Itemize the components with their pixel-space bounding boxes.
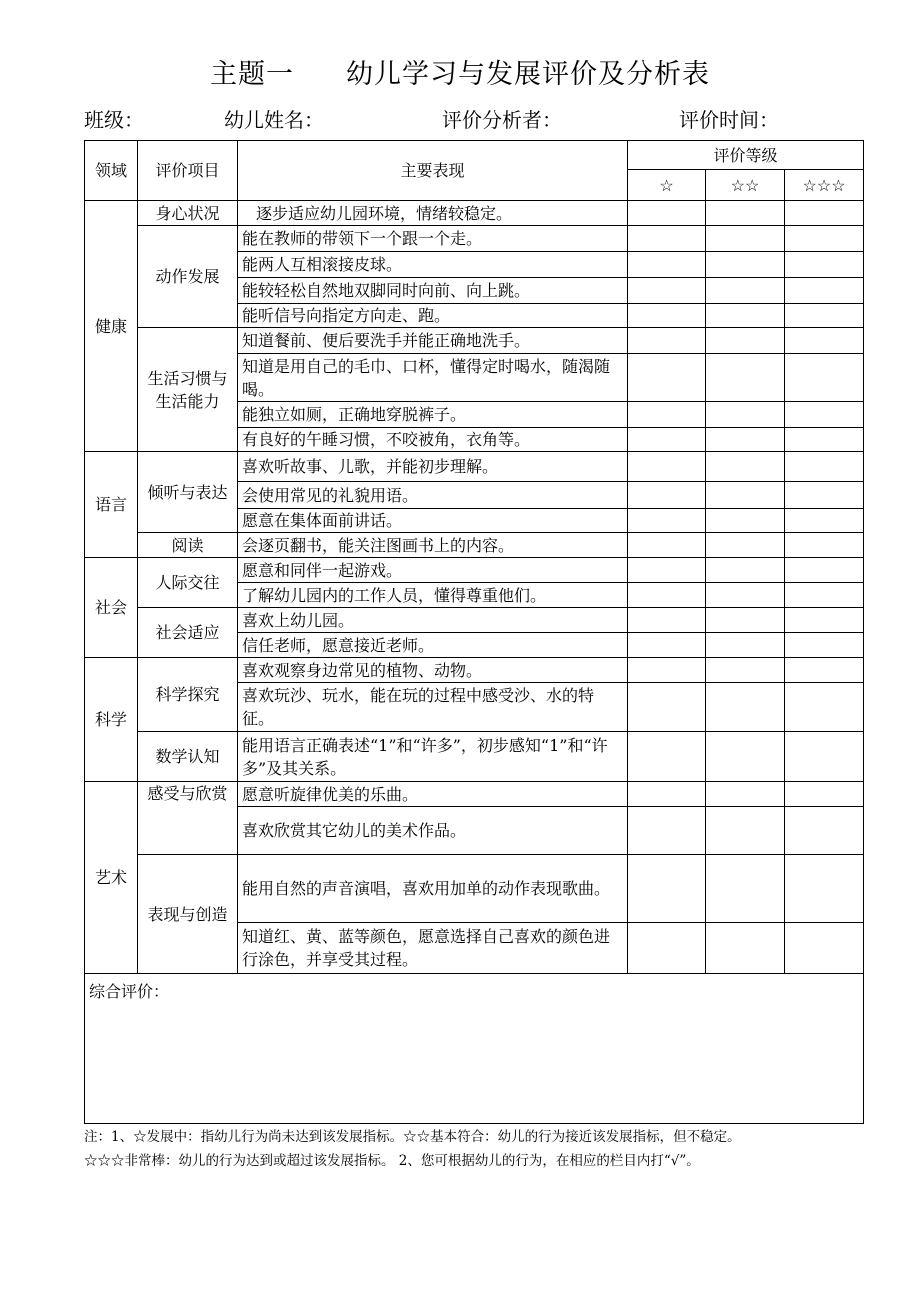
grade-cell-3[interactable] xyxy=(785,482,864,509)
grade-cell-3[interactable] xyxy=(785,658,864,683)
performance-text: 能用自然的声音演唱，喜欢用加单的动作表现歌曲。 xyxy=(238,855,628,923)
performance-text: 愿意和同伴一起游戏。 xyxy=(238,558,628,583)
grade-cell-2[interactable] xyxy=(706,608,785,633)
grade-cell-3[interactable] xyxy=(785,452,864,482)
grade-cell-2[interactable] xyxy=(706,201,785,226)
header-item: 评价项目 xyxy=(138,141,238,201)
grade-cell-2[interactable] xyxy=(706,583,785,608)
header-grade: 评价等级 xyxy=(628,141,864,170)
grade-cell-3[interactable] xyxy=(785,304,864,328)
grade-cell-2[interactable] xyxy=(706,533,785,558)
performance-text: 喜欢观察身边常见的植物、动物。 xyxy=(238,658,628,683)
grade-cell-3[interactable] xyxy=(785,278,864,304)
grade-cell-1[interactable] xyxy=(628,201,706,226)
grade-cell-2[interactable] xyxy=(706,732,785,782)
performance-text: 能听信号向指定方向走、跑。 xyxy=(238,304,628,328)
item-physical: 身心状况 xyxy=(138,201,238,226)
grade-cell-1[interactable] xyxy=(628,558,706,583)
grade-cell-2[interactable] xyxy=(706,782,785,807)
grade-cell-3[interactable] xyxy=(785,583,864,608)
summary-cell[interactable] xyxy=(85,974,864,1124)
performance-text: 能用语言正确表述“1”和“许多”，初步感知“1”和“许多”及其关系。 xyxy=(238,732,628,782)
grade-cell-2[interactable] xyxy=(706,304,785,328)
grade-cell-1[interactable] xyxy=(628,354,706,402)
grade-cell-3[interactable] xyxy=(785,683,864,732)
grade-cell-3[interactable] xyxy=(785,533,864,558)
performance-text: 知道是用自己的毛巾、口杯，懂得定时喝水，随渴随喝。 xyxy=(238,354,628,402)
grade-cell-1[interactable] xyxy=(628,923,706,974)
child-name-label: 幼儿姓名： xyxy=(224,108,324,132)
grade-cell-1[interactable] xyxy=(628,278,706,304)
grade-cell-3[interactable] xyxy=(785,402,864,428)
performance-text: 喜欢玩沙、玩水，能在玩的过程中感受沙、水的特征。 xyxy=(238,683,628,732)
grade-cell-2[interactable] xyxy=(706,402,785,428)
grade-cell-2[interactable] xyxy=(706,328,785,354)
evaluation-table xyxy=(84,140,864,1124)
grade-cell-2[interactable] xyxy=(706,807,785,855)
grade-cell-3[interactable] xyxy=(785,558,864,583)
domain-social: 社会 xyxy=(85,558,138,658)
performance-text: 逐步适应幼儿园环境，情绪较稳定。 xyxy=(238,201,628,226)
performance-text: 喜欢欣赏其它幼儿的美术作品。 xyxy=(238,807,628,855)
performance-text: 有良好的午睡习惯，不咬被角，衣角等。 xyxy=(238,428,628,452)
grade-cell-1[interactable] xyxy=(628,482,706,509)
performance-text: 信任老师，愿意接近老师。 xyxy=(238,633,628,658)
grade-cell-1[interactable] xyxy=(628,252,706,278)
item-adaptation: 社会适应 xyxy=(138,608,238,658)
item-math: 数学认知 xyxy=(138,732,238,782)
performance-text: 能两人互相滚接皮球。 xyxy=(238,252,628,278)
domain-language: 语言 xyxy=(85,452,138,558)
performance-text: 能在教师的带领下一个跟一个走。 xyxy=(238,226,628,252)
title-part-2: 幼儿学习与发展评价及分析表 xyxy=(346,59,710,90)
grade-cell-3[interactable] xyxy=(785,732,864,782)
note-line-2: ☆☆☆非常棒：幼儿的行为达到或超过该发展指标。 2、您可根据幼儿的行为，在相应的栏目内打“√”。 xyxy=(84,1153,700,1169)
grade-cell-1[interactable] xyxy=(628,782,706,807)
grade-cell-2[interactable] xyxy=(706,509,785,533)
performance-text: 会使用常见的礼貌用语。 xyxy=(238,482,628,509)
grade-cell-3[interactable] xyxy=(785,807,864,855)
grade-cell-2[interactable] xyxy=(706,226,785,252)
performance-text: 愿意在集体面前讲话。 xyxy=(238,509,628,533)
grade-cell-2[interactable] xyxy=(706,633,785,658)
grade-cell-3[interactable] xyxy=(785,509,864,533)
grade-cell-2[interactable] xyxy=(706,658,785,683)
grade-cell-3[interactable] xyxy=(785,855,864,923)
grade-cell-1[interactable] xyxy=(628,452,706,482)
grade-cell-1[interactable] xyxy=(628,732,706,782)
header-grade-2-star: ☆☆ xyxy=(706,170,785,201)
grade-cell-3[interactable] xyxy=(785,923,864,974)
grade-cell-3[interactable] xyxy=(785,428,864,452)
grade-cell-1[interactable] xyxy=(628,428,706,452)
summary-label: 综合评价： xyxy=(89,982,170,1001)
grade-cell-2[interactable] xyxy=(706,452,785,482)
item-interpersonal: 人际交往 xyxy=(138,558,238,608)
performance-text: 愿意听旋律优美的乐曲。 xyxy=(238,782,628,807)
item-reading: 阅读 xyxy=(138,533,238,558)
grade-cell-3[interactable] xyxy=(785,201,864,226)
header-grade-3-star: ☆☆☆ xyxy=(785,170,864,201)
performance-text: 能独立如厕，正确地穿脱裤子。 xyxy=(238,402,628,428)
header-domain: 领域 xyxy=(85,141,138,201)
grade-cell-1[interactable] xyxy=(628,608,706,633)
grade-cell-2[interactable] xyxy=(706,278,785,304)
grade-cell-1[interactable] xyxy=(628,304,706,328)
header-performance: 主要表现 xyxy=(238,141,628,201)
item-inquiry: 科学探究 xyxy=(138,658,238,732)
grade-cell-2[interactable] xyxy=(706,428,785,452)
performance-text: 知道红、黄、蓝等颜色，愿意选择自己喜欢的颜色进行涂色，并享受其过程。 xyxy=(238,923,628,974)
performance-text: 了解幼儿园内的工作人员，懂得尊重他们。 xyxy=(238,583,628,608)
info-line xyxy=(84,104,874,134)
grade-cell-3[interactable] xyxy=(785,354,864,402)
grade-cell-1[interactable] xyxy=(628,855,706,923)
item-appreciation: 感受与欣赏 xyxy=(138,782,238,855)
grade-cell-3[interactable] xyxy=(785,633,864,658)
title-part-1: 主题一 xyxy=(210,59,294,90)
item-habits: 生活习惯与生活能力 xyxy=(138,328,238,452)
performance-text: 会逐页翻书，能关注图画书上的内容。 xyxy=(238,533,628,558)
grade-cell-1[interactable] xyxy=(628,683,706,732)
grade-cell-2[interactable] xyxy=(706,252,785,278)
performance-text: 知道餐前、便后要洗手并能正确地洗手。 xyxy=(238,328,628,354)
grade-cell-1[interactable] xyxy=(628,402,706,428)
grade-cell-3[interactable] xyxy=(785,226,864,252)
grade-cell-1[interactable] xyxy=(628,583,706,608)
performance-text: 喜欢听故事、儿歌，并能初步理解。 xyxy=(238,452,628,482)
performance-text: 喜欢上幼儿园。 xyxy=(238,608,628,633)
grade-cell-1[interactable] xyxy=(628,658,706,683)
item-motor: 动作发展 xyxy=(138,226,238,328)
grade-cell-3[interactable] xyxy=(785,252,864,278)
grade-cell-1[interactable] xyxy=(628,633,706,658)
grade-cell-3[interactable] xyxy=(785,782,864,807)
grade-cell-2[interactable] xyxy=(706,683,785,732)
grade-cell-2[interactable] xyxy=(706,855,785,923)
grade-cell-2[interactable] xyxy=(706,923,785,974)
domain-health: 健康 xyxy=(85,201,138,452)
domain-art: 艺术 xyxy=(85,782,138,974)
header-grade-1-star: ☆ xyxy=(628,170,706,201)
eval-time-label: 评价时间： xyxy=(679,108,779,132)
grade-cell-2[interactable] xyxy=(706,482,785,509)
grade-cell-1[interactable] xyxy=(628,509,706,533)
evaluator-label: 评价分析者： xyxy=(442,108,562,132)
item-creation: 表现与创造 xyxy=(138,855,238,974)
page-title xyxy=(0,52,920,91)
note-line-1: 注：1、☆发展中：指幼儿行为尚未达到该发展指标。☆☆基本符合：幼儿的行为接近该发展指标，但不稳定。 xyxy=(84,1129,741,1145)
item-listening: 倾听与表达 xyxy=(138,452,238,533)
grade-cell-2[interactable] xyxy=(706,354,785,402)
grade-cell-1[interactable] xyxy=(628,226,706,252)
grade-cell-2[interactable] xyxy=(706,558,785,583)
class-label: 班级： xyxy=(84,108,144,132)
performance-text: 能较轻松自然地双脚同时向前、向上跳。 xyxy=(238,278,628,304)
grade-cell-3[interactable] xyxy=(785,608,864,633)
grade-cell-1[interactable] xyxy=(628,533,706,558)
grade-cell-3[interactable] xyxy=(785,328,864,354)
grade-cell-1[interactable] xyxy=(628,807,706,855)
domain-science: 科学 xyxy=(85,658,138,782)
grade-cell-1[interactable] xyxy=(628,328,706,354)
